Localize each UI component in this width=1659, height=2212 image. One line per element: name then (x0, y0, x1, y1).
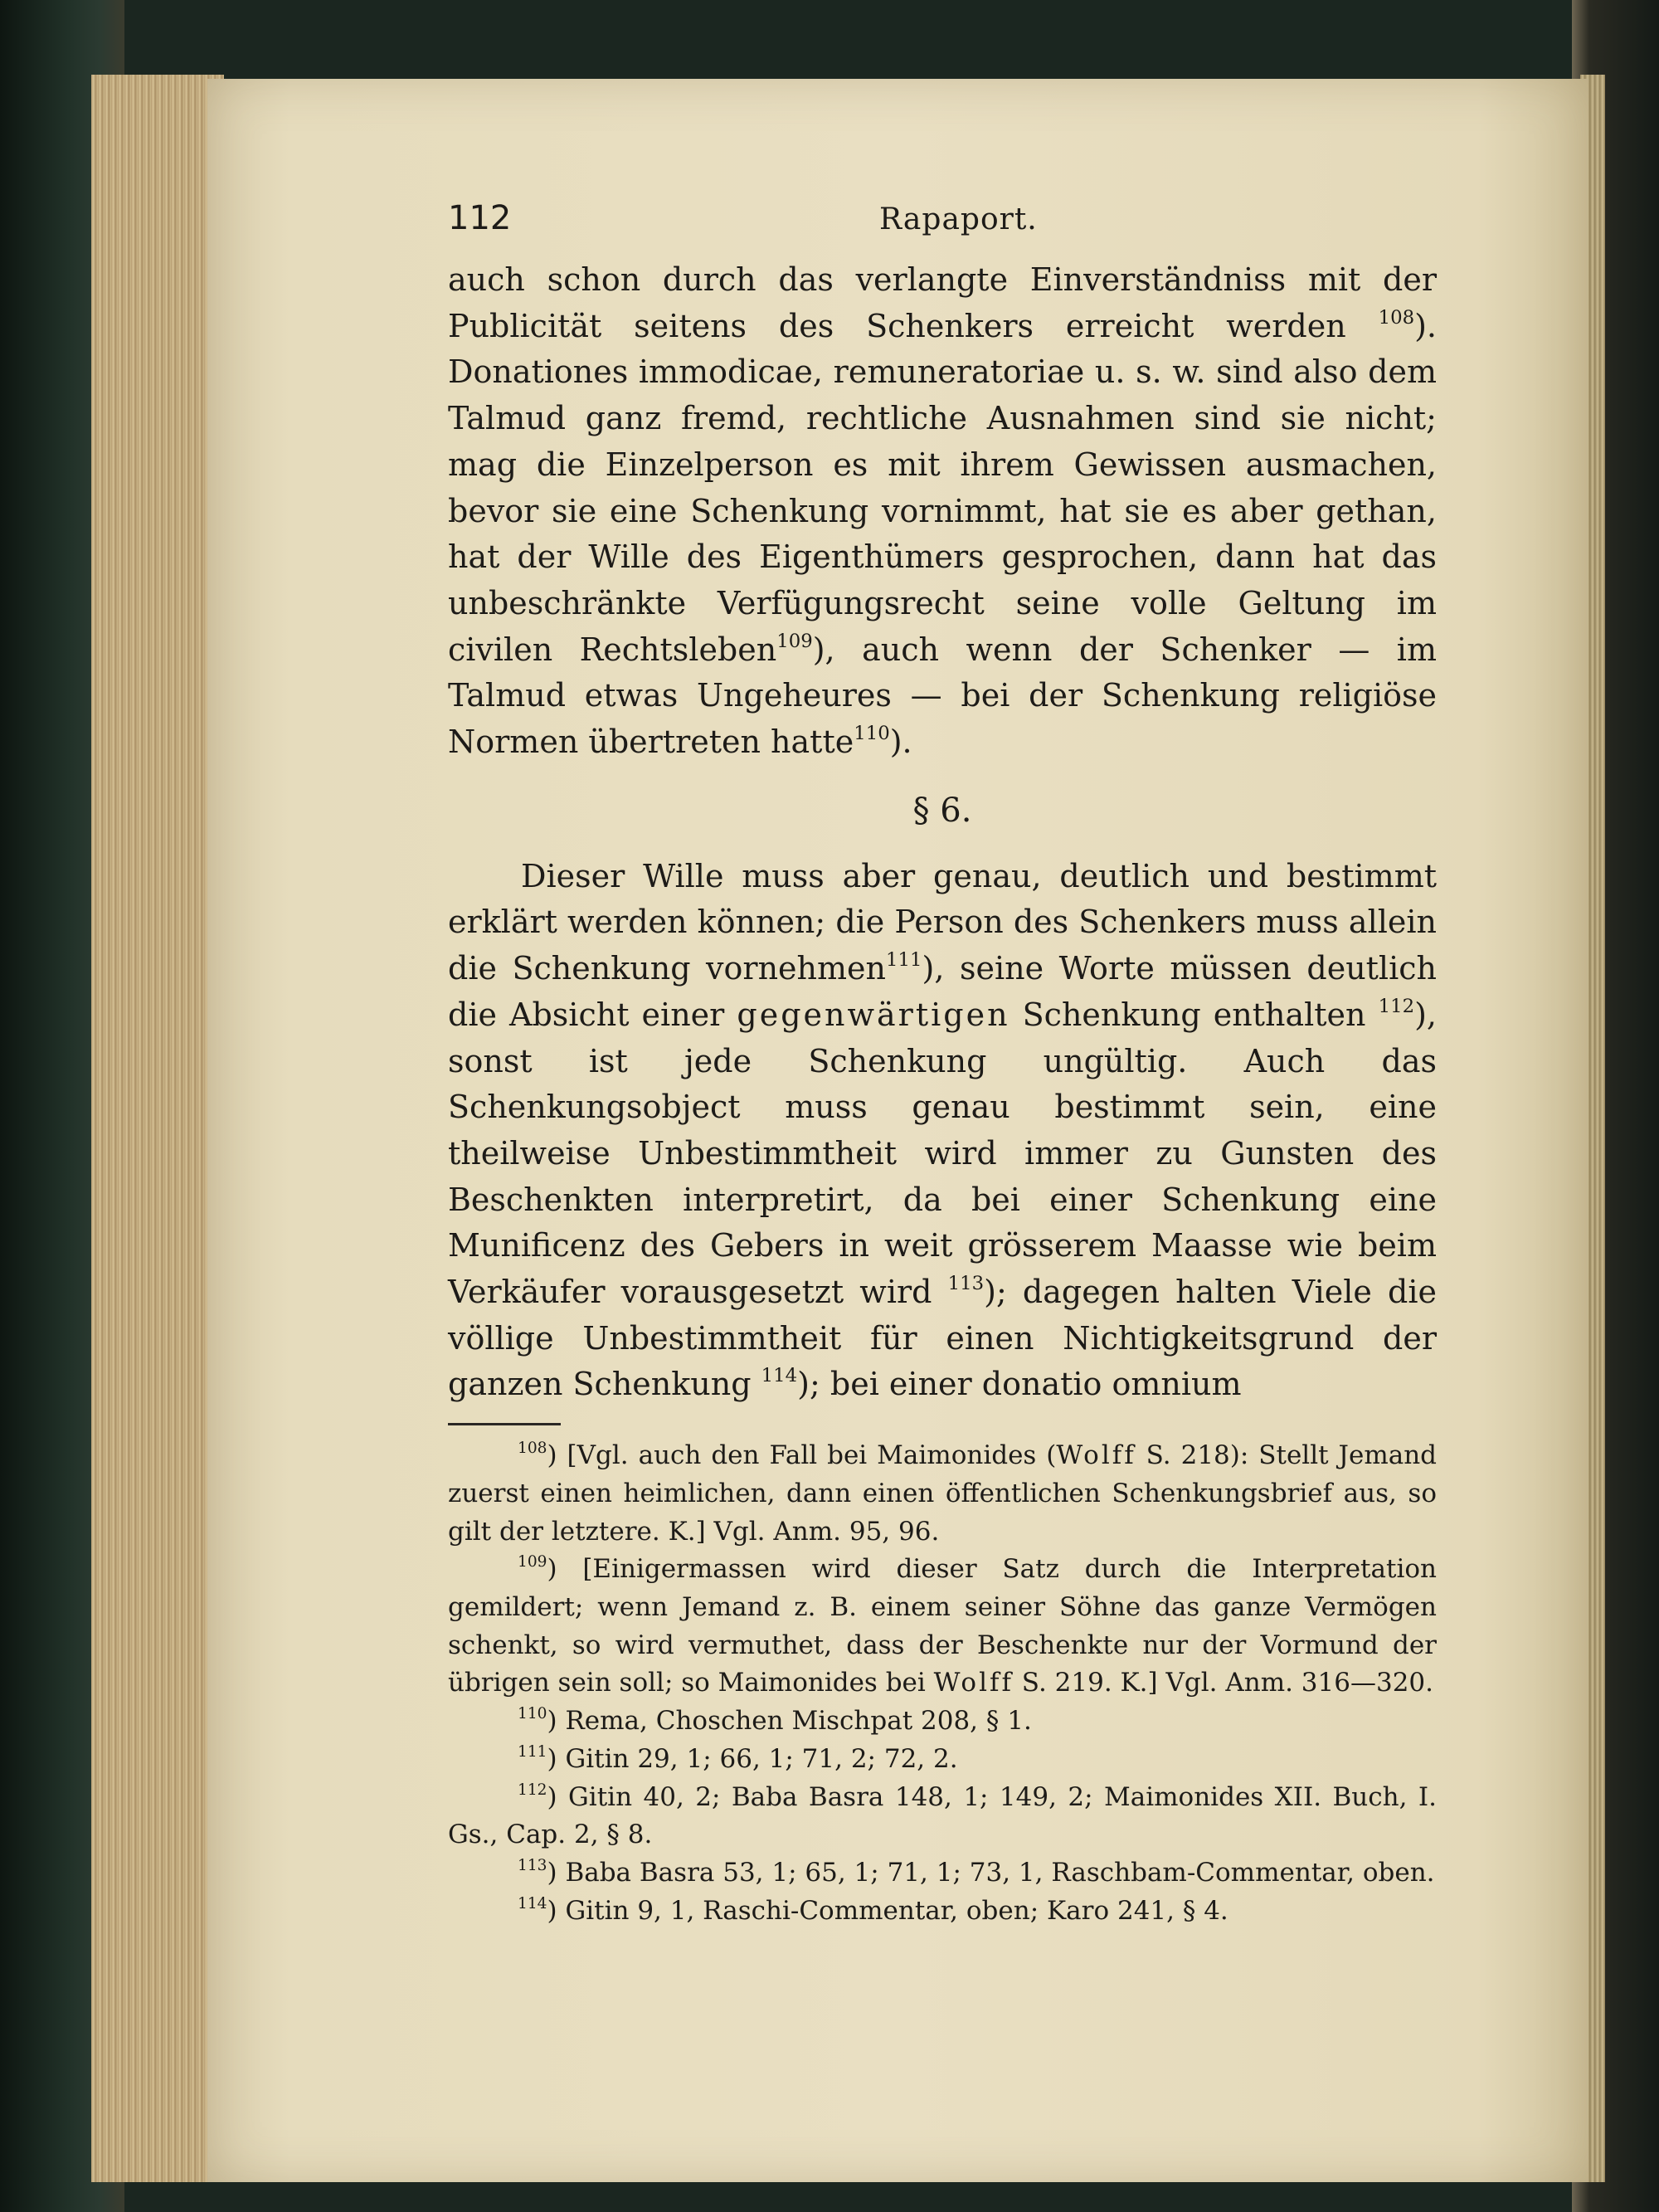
body-paragraph-2 (448, 854, 1437, 1408)
text-run: ) [Vgl. auch den Fall bei Maimonides ( (547, 1440, 1057, 1471)
text-run: ). Donationes immodicae, remuneratoriae u. s. w. sind also dem Talmud ganz fremd, rechtliche Ausnahmen sind sie nicht; mag die Einzelperson es mit ihrem Gewissen ausmachen, bevor sie eine Schenkung vornimmt, hat sie es aber gethan, hat der Wille des Eigenthümers gesprochen, dann hat das unbeschränkte Verfügungsrecht seine volle Geltung im civilen Rechtsleben (448, 307, 1437, 668)
text-run: ) Gitin 40, 2; Baba Basra 148, 1; 149, 2; Maimonides XII. Buch, I. Gs., Cap. 2, § 8. (448, 1781, 1437, 1850)
footnote-113 (448, 1854, 1437, 1893)
text-run: S. 218): Stellt Jemand zuerst einen heimlichen, dann einen öffentlichen Schenkungsbrief aus, so gilt der letztere. K.] Vgl. Anm. 95, 96. (448, 1440, 1438, 1547)
footnote-111 (448, 1741, 1437, 1779)
footnote-marker: 111 (518, 1742, 547, 1761)
running-head: Rapaport. (879, 202, 1038, 236)
footnote-109 (448, 1551, 1437, 1703)
body-paragraph-1 (448, 257, 1437, 766)
text-run: ); bei einer donatio omnium (797, 1366, 1242, 1403)
text-run: ) Rema, Choschen Mischpat 208, § 1. (547, 1706, 1032, 1737)
page-content (448, 199, 1437, 1930)
page-header (448, 199, 1437, 257)
section-heading: § 6. (912, 791, 972, 830)
footnote-marker: 112 (1378, 995, 1415, 1017)
text-run: ). (889, 724, 912, 761)
page-edges-left (91, 75, 224, 2182)
footnote-marker: 111 (886, 949, 922, 972)
footnote-marker: 108 (518, 1440, 547, 1458)
text-run: Schenkung enthalten (1010, 996, 1379, 1033)
footnote-marker: 112 (518, 1781, 547, 1799)
text-run: ) Gitin 29, 1; 66, 1; 71, 2; 72, 2. (547, 1743, 958, 1774)
text-run: ) Gitin 9, 1, Raschi-Commentar, oben; Karo 241, § 4. (547, 1895, 1228, 1926)
footnote-separator (448, 1423, 561, 1425)
footnote-112 (448, 1779, 1437, 1854)
footnote-108 (448, 1437, 1437, 1551)
paragraph-text (448, 257, 1437, 766)
footnote-marker: 113 (947, 1273, 985, 1295)
emphasized-text: gegenwärtigen (737, 996, 1010, 1033)
text-run: ) Baba Basra 53, 1; 65, 1; 71, 1; 73, 1, Raschbam-Commentar, oben. (547, 1857, 1435, 1888)
text-run: ) [Einigermassen wird dieser Satz durch die Interpretation gemildert; wenn Jemand z. B. einem seiner Söhne das ganze Vermögen schenkt, so wird vermuthet, dass der Beschenkte nur der Vormund der übrigen sein soll; so Maimonides bei (448, 1554, 1437, 1698)
page-number: 112 (448, 199, 512, 237)
footnote-marker: 114 (761, 1365, 798, 1387)
footnote-marker: 113 (518, 1856, 547, 1874)
footnote-marker: 110 (854, 723, 890, 745)
footnote-marker: 114 (518, 1894, 547, 1912)
text-run: ), sonst ist jede Schenkung ungültig. Auch das Schenkungsobject muss genau bestimmt sein, eine theilweise Unbestimmtheit wird immer zu Gunsten des Beschenkten interpretirt, da bei einer Schenkung eine Munificenz des Gebers in weit grösserem Maasse wie beim Verkäufer vorausgesetzt wird (448, 996, 1437, 1311)
text-run: auch schon durch das verlangte Einverständniss mit der Publicität seitens des Schenkers erreicht werden (448, 261, 1437, 344)
paragraph-text (448, 854, 1437, 1408)
text-run: S. 219. K.] Vgl. Anm. 316—320. (1013, 1668, 1433, 1698)
footnote-marker: 108 (1378, 306, 1415, 329)
footnotes (448, 1437, 1437, 1930)
text-run: ), auch wenn der Schenker — im Talmud etwas Ungeheures — bei der Schenkung religiöse Normen übertreten hatte (448, 631, 1437, 761)
text-run: ), seine Worte müssen deutlich die Absicht einer (448, 950, 1437, 1033)
footnote-marker: 110 (518, 1705, 547, 1723)
footnote-marker: 109 (776, 630, 813, 652)
emphasized-text: Wolff (1056, 1440, 1136, 1471)
text-run: Dieser Wille muss aber genau, deutlich und bestimmt erklärt werden können; die Person des Schenkers muss allein die Schenkung vornehmen (448, 857, 1437, 987)
footnote-114 (448, 1893, 1437, 1931)
footnote-marker: 109 (518, 1553, 547, 1571)
footnote-110 (448, 1703, 1437, 1741)
emphasized-text: Wolff (933, 1668, 1014, 1698)
text-run: ); dagegen halten Viele die völlige Unbestimmtheit für einen Nichtigkeitsgrund der ganzen Schenkung (448, 1274, 1437, 1403)
